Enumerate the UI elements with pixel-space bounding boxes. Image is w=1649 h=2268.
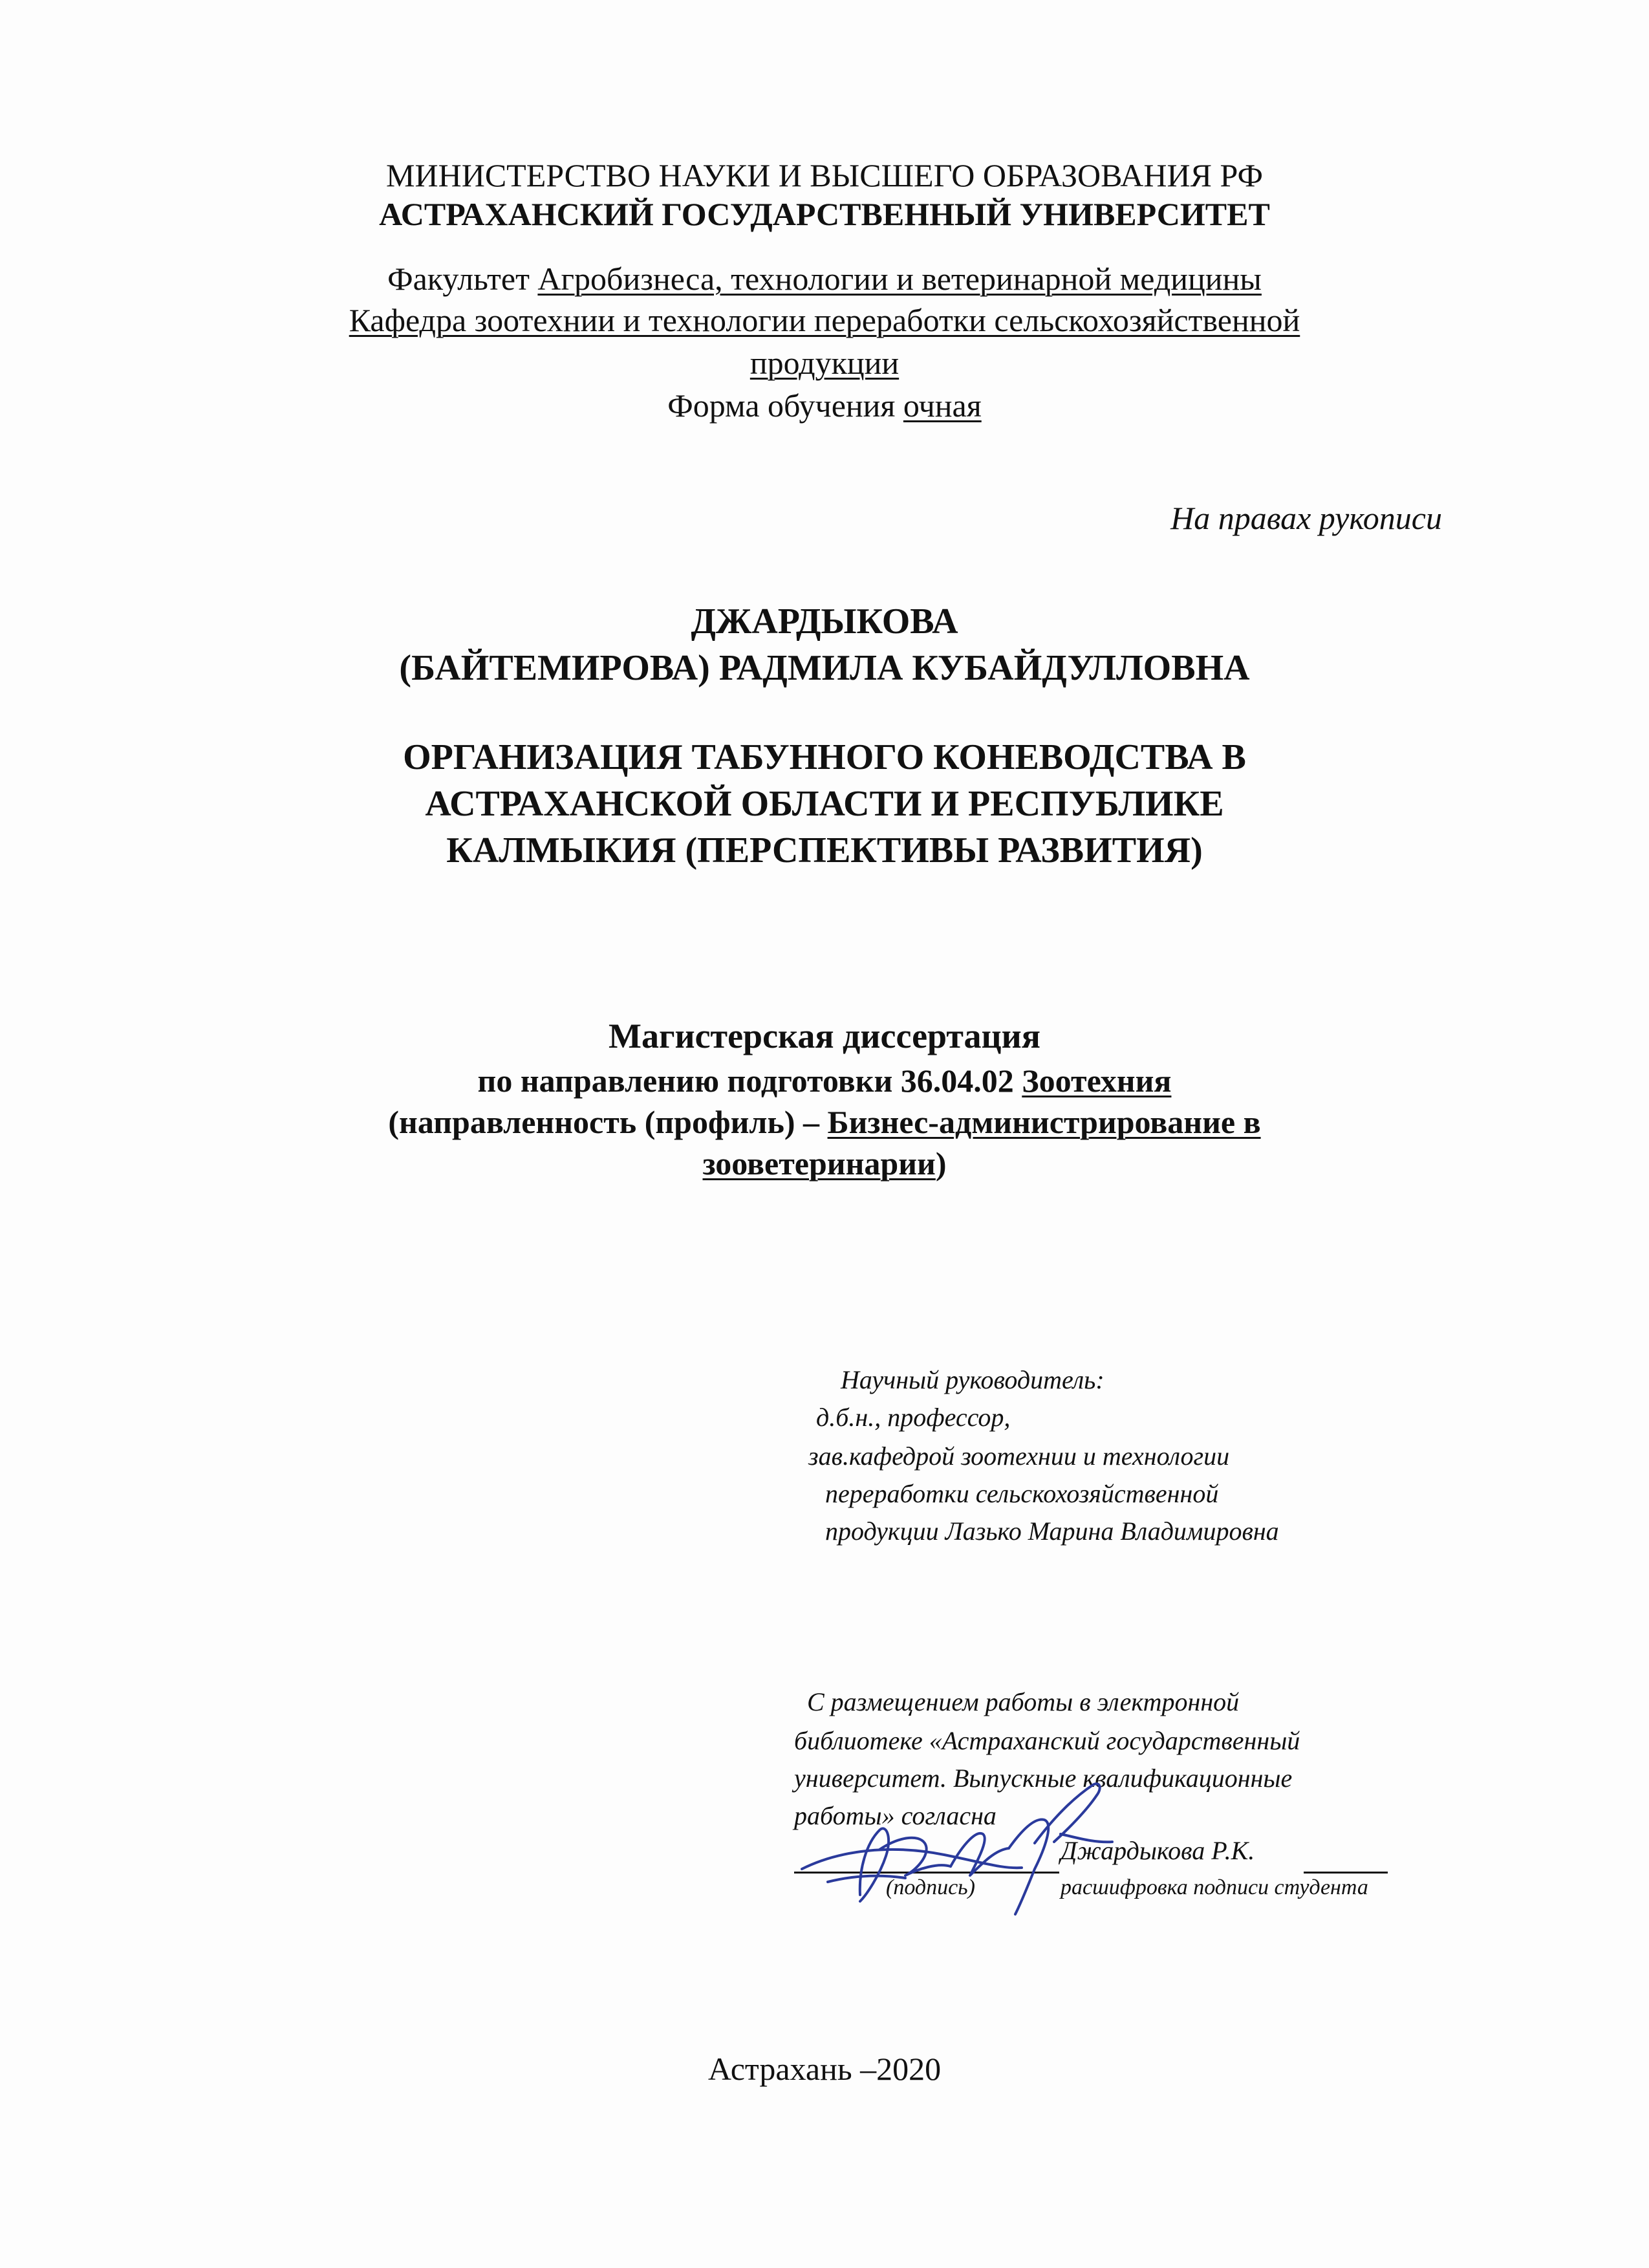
- study-form-label: Форма обучения: [667, 387, 896, 424]
- thesis-title-line-2: АСТРАХАНСКОЙ ОБЛАСТИ И РЕСПУБЛИКЕ: [425, 784, 1224, 824]
- name-underline-tail: [1304, 1872, 1388, 1874]
- consent-line-2: библиотеке «Астраханский государственный: [794, 1726, 1300, 1755]
- thesis-title-line-3: КАЛМЫКИЯ (ПЕРСПЕКТИВЫ РАЗВИТИЯ): [446, 830, 1203, 870]
- author-fullname: (БАЙТЕМИРОВА) РАДМИЛА КУБАЙДУЛЛОВНА: [399, 648, 1250, 688]
- caption-transcript: расшифровка подписи студента: [1061, 1875, 1368, 1899]
- rights-note: На правах рукописи: [1170, 500, 1442, 536]
- thesis-title-line-1: ОРГАНИЗАЦИЯ ТАБУННОГО КОНЕВОДСТВА В: [403, 737, 1246, 777]
- profile-line-1: (направленность (профиль) – Бизнес-администрирование в: [388, 1104, 1261, 1140]
- consent-line-3: университет. Выпускные квалификационные: [794, 1764, 1293, 1793]
- profile-name-2: зооветеринарии: [702, 1145, 936, 1182]
- supervisor-label: Научный руководитель:: [841, 1365, 1105, 1394]
- consent-line-4: работы» согласна: [794, 1801, 997, 1830]
- department-line-2: продукции: [749, 345, 900, 381]
- study-form-line: [0, 385, 1649, 426]
- handwritten-signature: [789, 1772, 1125, 1921]
- university-name: АСТРАХАНСКИЙ ГОСУДАРСТВЕННЫЙ УНИВЕРСИТЕТ: [379, 196, 1270, 232]
- faculty-name: Агробизнеса, технологии и ветеринарной медицины: [537, 261, 1262, 297]
- work-type: Магистерская диссертация: [608, 1017, 1040, 1055]
- consent-line-1: С размещением работы в электронной: [807, 1687, 1240, 1716]
- profile-name-1: Бизнес-администрирование в: [827, 1104, 1261, 1140]
- direction-line: по направлению подготовки 36.04.02 Зоотехния: [477, 1063, 1172, 1099]
- author-surname: ДЖАРДЫКОВА: [691, 601, 958, 642]
- supervisor-name: продукции Лазько Марина Владимировна: [825, 1517, 1279, 1546]
- city-year: Астрахань –2020: [707, 2051, 942, 2087]
- supervisor-degree: д.б.н., профессор,: [816, 1403, 1011, 1432]
- faculty-label: Факультет: [387, 261, 530, 297]
- supervisor-position-1: зав.кафедрой зоотехнии и технологии: [808, 1442, 1230, 1471]
- profile-line-2: зооветеринарии): [702, 1145, 947, 1182]
- faculty-line: [0, 259, 1649, 299]
- supervisor-position-2: переработки сельскохозяйственной: [825, 1479, 1219, 1508]
- study-form-value: очная: [903, 387, 982, 424]
- signer-name: Джардыкова Р.К.: [1061, 1836, 1255, 1865]
- ministry-line: МИНИСТЕРСТВО НАУКИ И ВЫСШЕГО ОБРАЗОВАНИЯ РФ: [386, 157, 1263, 193]
- department-line-1: Кафедра зоотехнии и технологии переработки сельскохозяйственной: [349, 302, 1300, 338]
- caption-signature: (подпись): [886, 1875, 975, 1899]
- direction-name: Зоотехния: [1022, 1063, 1172, 1099]
